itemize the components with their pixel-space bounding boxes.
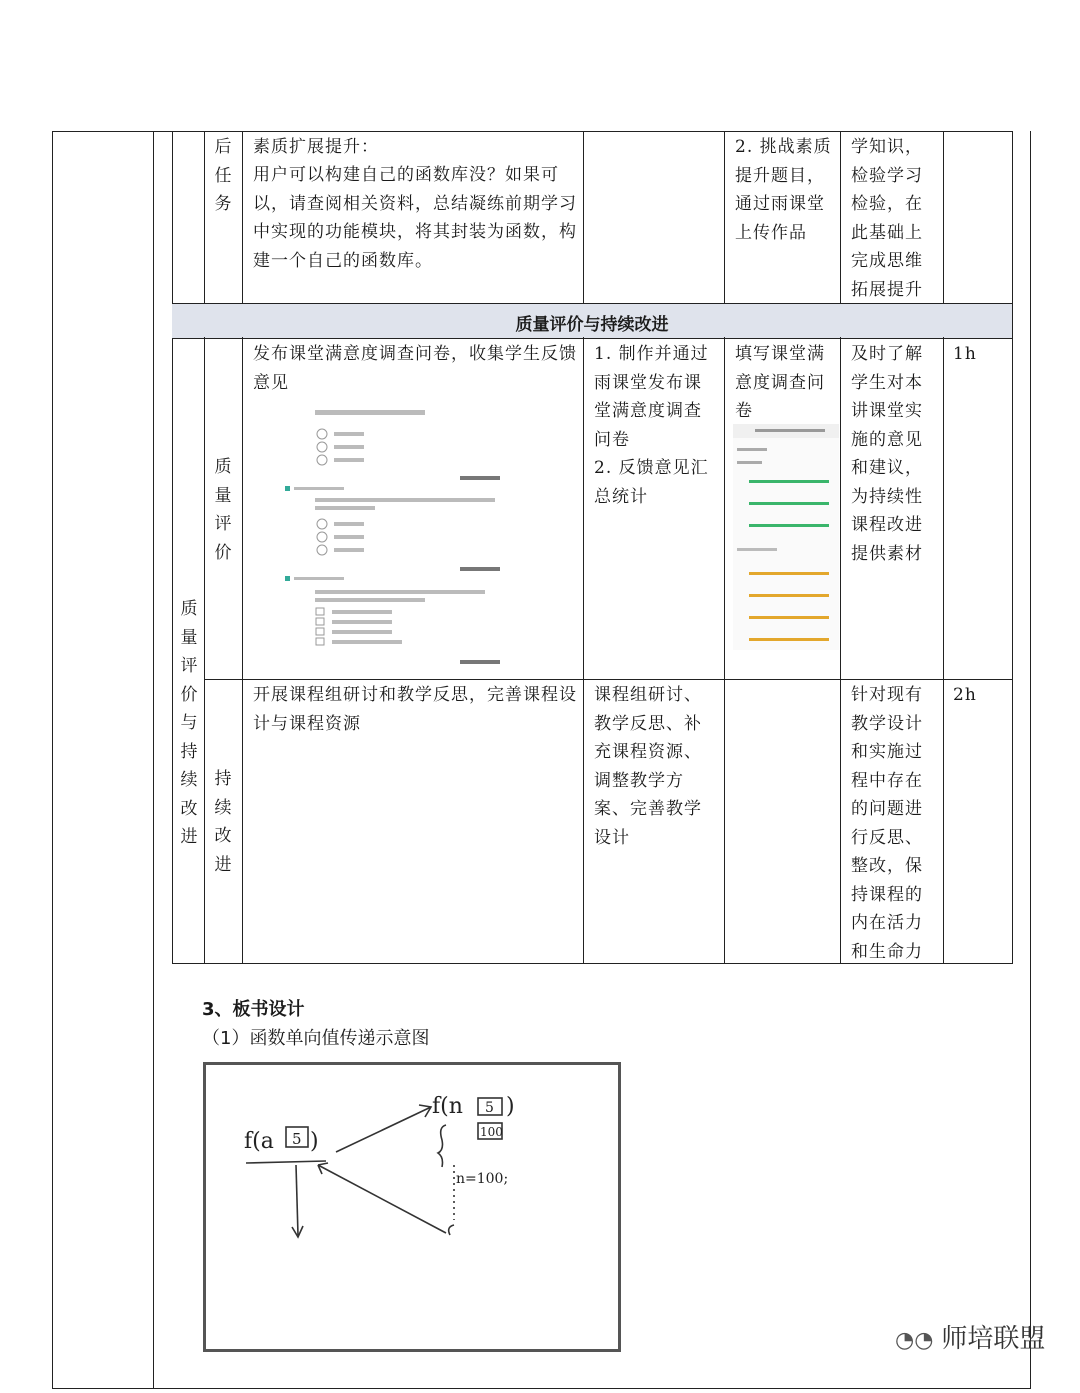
row2-content: 发布课堂满意度调查问卷，收集学生反馈意见 — [253, 344, 577, 393]
sketch-label-paren-a: ) — [310, 1129, 319, 1154]
row2-goal: 及时了解学生对本讲课堂实施的意见和建议，为持续性课程改进提供素材 — [851, 344, 923, 564]
table-right-border — [1012, 131, 1013, 964]
sketch-label-box-a: 5 — [292, 1130, 302, 1148]
row1-student-activity: 2. 挑战素质提升题目，通过雨课堂上传作品 — [735, 137, 832, 243]
row1-category-label: 后任务 — [214, 137, 232, 214]
table-left-border — [172, 131, 173, 964]
row3-teacher-activity: 课程组研讨、教学反思、补充课程资源、调整教学方案、完善教学设计 — [594, 685, 702, 848]
questionnaire-screenshot — [280, 400, 510, 670]
row3-content: 开展课程组研讨和教学反思，完善课程设计与课程资源 — [253, 685, 577, 734]
questionnaire-illustration — [280, 400, 510, 670]
outer-col-divider — [153, 131, 154, 1389]
outer-right-border — [1030, 131, 1031, 1389]
row2-hours: 1h — [953, 344, 977, 364]
row2-student-activity: 填写课堂满意度调查问卷 — [735, 344, 825, 421]
sketch-label-paren-n: ) — [506, 1094, 515, 1119]
sketch-label-f-n: f(n — [432, 1094, 463, 1119]
board-design-subheading: （1）函数单向值传递示意图 — [202, 1028, 430, 1049]
sketch-label-box-n: 5 — [485, 1100, 494, 1116]
row23-divider-f — [943, 337, 944, 964]
sketch-label-assign: n=100; — [456, 1171, 509, 1187]
watermark — [895, 1318, 1045, 1355]
row1-goal: 学知识，检验学习检验，在此基础上完成思维拓展提升 — [851, 137, 923, 300]
row23-divider-a — [204, 337, 205, 964]
row2-row3-divider — [204, 679, 1013, 680]
outer-top-border — [52, 131, 1012, 132]
row1-content-body: 用户可以构建自己的函数库没？如果可以，请查阅相关资料，总结凝练前期学习中实现的功能模块，将其封装为函数，构建一个自己的函数库。 — [253, 165, 577, 271]
outer-category-label: 质量评价与持续改进 — [180, 599, 198, 847]
row23-divider-e — [840, 337, 841, 964]
row1-divider-d — [724, 131, 725, 303]
board-sketch — [203, 1062, 621, 1352]
row1-divider-e — [840, 131, 841, 303]
outer-bottom-border — [52, 1388, 1031, 1389]
row1-divider-a — [204, 131, 205, 303]
section-title: 质量评价与持续改进 — [515, 315, 669, 335]
row1-divider-b — [242, 131, 243, 303]
row1-divider-c — [583, 131, 584, 303]
row2-teacher-activity: 1. 制作并通过雨课堂发布课堂满意度调查问卷 2. 反馈意见汇总统计 — [594, 344, 709, 507]
section-header-row — [172, 303, 1012, 339]
row1-divider-f — [943, 131, 944, 303]
watermark-text: 师培联盟 — [941, 1324, 1046, 1354]
value-passing-sketch — [206, 1065, 618, 1349]
row2-category-label: 质量评价 — [214, 457, 232, 563]
row3-goal: 针对现有教学设计和实施过程中存在的问题进行反思、整改，保持课程的内在活力和生命力 — [851, 685, 923, 962]
wechat-icon: ◔◔ — [895, 1328, 934, 1353]
survey-results-illustration — [733, 424, 839, 650]
sketch-label-100: 100 — [480, 1125, 503, 1139]
row23-divider-b — [242, 337, 243, 964]
row1-content-title: 素质扩展提升： — [253, 137, 379, 157]
outer-left-border — [52, 131, 53, 1389]
sketch-label-f-a: f(a — [244, 1129, 274, 1154]
board-design-heading: 3、板书设计 — [202, 999, 305, 1020]
row23-divider-c — [583, 337, 584, 964]
row23-divider-d — [724, 337, 725, 964]
row3-category-label: 持续改进 — [214, 769, 232, 875]
row3-hours: 2h — [953, 685, 977, 705]
survey-results-screenshot — [733, 424, 839, 650]
